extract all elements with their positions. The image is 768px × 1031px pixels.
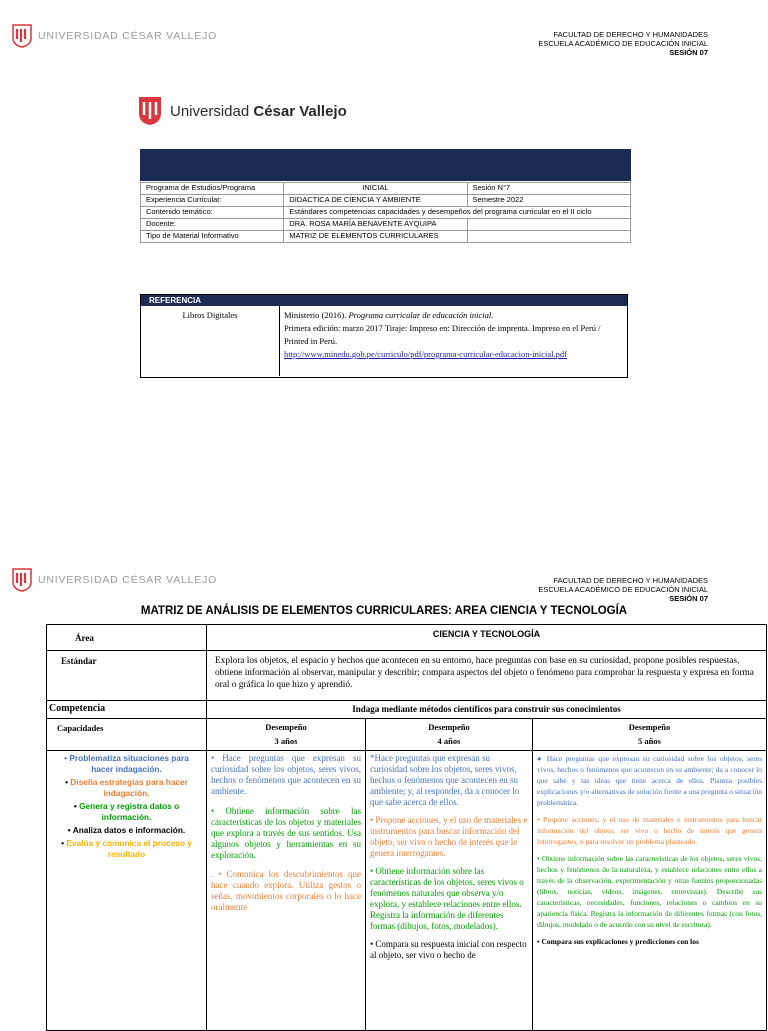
info-cell [467, 231, 630, 243]
d4-item-2: • Propone acciones, y el uso de materiales e instrumentos para buscar información del objeto, ser vivo o hecho de interés que le genera interrogantes. [370, 815, 528, 858]
course-info-table [140, 182, 631, 243]
capacidad-text: Genera y registra datos o información. [79, 801, 180, 822]
logo-large-text [170, 103, 347, 120]
info-cell: Tipo de Material Informativo [141, 231, 284, 243]
estandar-label: Estándar [47, 651, 207, 701]
capacidad-text: Diseña estrategias para hacer indagación. [70, 777, 188, 798]
desempeno-4-label: Desempeño [428, 722, 470, 732]
area-label: Área [47, 625, 207, 651]
desempeno-content-row [47, 751, 767, 1031]
shield-logo-large-icon [138, 96, 162, 126]
capacidad-item [61, 777, 192, 799]
area-row [47, 625, 767, 651]
bullet-icon: • [64, 753, 70, 763]
faculty-name-2: FACULTAD DE DERECHO Y HUMANIDADES [553, 576, 708, 585]
info-row [141, 195, 631, 207]
bullet-icon: • [61, 838, 67, 848]
reference-edition: Primera edición: marzo 2017 Tiraje: Impreso en: Dirección de imprenta. Impreso en el Perú / Printed in Perú. [284, 323, 601, 346]
university-logo-large [138, 96, 347, 126]
d5-item-1: ● Hace preguntas que expresan su curiosidad sobre los objetos, seres vivos, hechos o fenómenos que acontecen en su ambiente; da a conocer lo que sabe y las ideas que tiene acerca de ellos. Plantea posibles explicaciones y/o alternativas de solución frente a una pregunta o situación problemática. [537, 754, 763, 807]
info-row [141, 219, 631, 231]
capacidades-list [61, 753, 192, 860]
capacidades-cell [47, 751, 207, 1031]
desempeno-5-cell [533, 751, 767, 1031]
reference-link[interactable]: http://www.minedu.gob.pe/curriculo/pdf/programa-curricular-educacion-inicial.pdf [284, 349, 567, 359]
bullet-icon: • [73, 801, 80, 811]
matrix-title: MATRIZ DE ANÁLISIS DE ELEMENTOS CURRICULARES: AREA CIENCIA Y TECNOLOGÍA [140, 605, 628, 617]
reference-heading: REFERENCIA [141, 295, 627, 306]
d3-item-3: . • Comunica los descubrimientos que hace cuando explora. Utiliza gestos o señas, movimientos corporales o lo hace oralmente [211, 869, 361, 912]
d4-item-1: *Hace preguntas que expresan su curiosidad sobre los objetos, seres vivos, hechos o fenómenos que acontecen en su ambiente; y, al responder, da a conocer lo que sabe acerca de ellos. [370, 753, 520, 807]
info-cell: Experiencia Curricular: [141, 195, 284, 207]
capacidad-text: Evalúa y comunica el proceso y resultado [66, 838, 192, 859]
competencia-label: Competencia [47, 701, 207, 719]
session-label-2: SESIÓN 07 [669, 594, 708, 603]
d3-item-2: • Obtiene información sobre las características de los objetos y materiales que explora a través de sus sentidos. Usa algunos objetos y herramientas en su exploración. [211, 806, 361, 860]
desempeno-5-header [533, 719, 767, 751]
age-4-label: 4 años [437, 736, 461, 746]
bullet-icon: • [67, 825, 73, 835]
reference-citation [284, 309, 623, 322]
university-logo-small-2 [12, 568, 217, 592]
school-name: ESCUELA ACADÉMICO DE EDUCACIÓN INICIAL [538, 39, 708, 48]
d3-item-1: • Hace preguntas que expresan su curiosidad sobre los objetos, seres vivos, hechos o fenómenos que acontecen en su ambiente. [211, 753, 361, 796]
desempeno-3-label: Desempeño [265, 722, 307, 732]
curricular-matrix-table [46, 624, 767, 1031]
age-5-label: 5 años [638, 736, 661, 746]
info-row [141, 183, 631, 195]
logo-regular-text: Universidad [170, 102, 254, 120]
faculty-header [538, 30, 708, 57]
faculty-header-2 [538, 576, 708, 603]
desempeno-5-label: Desempeño [628, 722, 671, 732]
capacidad-item [61, 753, 192, 775]
info-row [141, 231, 631, 243]
citation-title: Programa curricular de educación inicial. [348, 310, 494, 320]
d5-item-3: • Obtiene información sobre las características de los objetos, seres vivos, hechos y fenómenos de la naturaleza, y establece relaciones entre ellos a través de la observación, experimentación y otras fuentes proporcionadas (libros, noticias, videos, imágenes, entrevistas). Describe sus características, necesidades, funciones, relaciones o cambios en su apariencia física. Registra la información de diferentes formas (con fotos, dibujos, modelado o de acuerdo con su nivel de escritura). [537, 854, 763, 929]
info-cell [467, 219, 630, 231]
area-value: CIENCIA Y TECNOLOGÍA [207, 625, 767, 651]
desempeno-3-header [207, 719, 366, 751]
shield-logo-icon-2 [12, 568, 32, 592]
reference-table [141, 306, 627, 376]
info-cell: Sesión N°7 [467, 183, 630, 195]
capacidad-item [61, 838, 192, 860]
info-cell: DRA. ROSA MARÍA BENAVENTE AYQUIPA [284, 219, 467, 231]
cover-banner [140, 149, 631, 181]
competencia-text: Indaga mediante métodos científicos para construir sus conocimientos [207, 701, 767, 719]
citation-author: Ministerio (2016). [284, 310, 349, 320]
info-cell: Contenido temático: [141, 207, 284, 219]
d4-item-4: • Compara su respuesta inicial con respecto al objeto, ser vivo o hecho de [370, 939, 527, 960]
desempeno-4-cell [366, 751, 533, 1031]
d4-item-3: • Obtiene información sobre las características de los objetos, seres vivos o fenómenos naturales que observa y/o explora, y establece relaciones entre ellos. Registra la información de diferentes formas (dibujos, fotos, modelados). [370, 866, 524, 931]
desempeno-4-header [366, 719, 533, 751]
d5-item-2: • Propone acciones, y el uso de materiales e instrumentos para buscar información del objeto, ser vivo o hecho de interés que genera interrogantes, o para resolver un problema planteado. [537, 815, 763, 846]
info-cell: MATRIZ DE ELEMENTOS CURRICULARES [284, 231, 467, 243]
shield-logo-icon [12, 24, 32, 48]
info-cell: INICIAL [284, 183, 467, 195]
capacidades-label: Capacidades [47, 719, 207, 751]
faculty-name: FACULTAD DE DERECHO Y HUMANIDADES [553, 30, 708, 39]
competencia-row [47, 701, 767, 719]
desempeno-3-cell [207, 751, 366, 1031]
reference-content [280, 306, 628, 376]
info-cell: DIDACTICA DE CIENCIA Y AMBIENTE [284, 195, 467, 207]
info-cell: Programa de Estudios/Programa [141, 183, 284, 195]
capacidad-text: Problematiza situaciones para hacer indagación. [69, 753, 189, 774]
info-cell: Estándares competencias capacidades y desempeños del programa curricular en el II ciclo [284, 207, 631, 219]
reference-label: Libros Digitales [141, 306, 280, 376]
school-name-2: ESCUELA ACADÉMICO DE EDUCACIÓN INICIAL [538, 585, 708, 594]
info-cell: Docente: [141, 219, 284, 231]
capacidad-item [61, 801, 192, 823]
estandar-text: Explora los objetos, el espacio y hechos que acontecen en su entorno, hace preguntas con base en su curiosidad, propone posibles respuestas, obtiene información al observar, manipular y describir; compara aspectos del objeto o fenómeno para comprobar la respuesta y expresa en forma oral o gráfica lo que hizo y aprendió. [207, 651, 767, 701]
session-label: SESIÓN 07 [669, 48, 708, 57]
university-logo-small [12, 24, 217, 48]
reference-box [140, 294, 628, 378]
logo-text-2: UNIVERSIDAD CÉSAR VALLEJO [38, 574, 218, 586]
logo-bold-text: César Vallejo [253, 102, 347, 120]
bullet-icon: • [65, 777, 71, 787]
info-cell: Semestre 2022 [467, 195, 630, 207]
capacidad-text: Analiza datos e información. [72, 825, 186, 835]
age-3-label: 3 años [274, 736, 298, 746]
logo-text: UNIVERSIDAD CÉSAR VALLEJO [38, 30, 218, 42]
estandar-row [47, 651, 767, 701]
desempeno-header-row [47, 719, 767, 751]
d5-item-4: • Compara sus explicaciones y predicciones con los [537, 937, 699, 946]
info-row [141, 207, 631, 219]
capacidad-item [61, 825, 192, 836]
